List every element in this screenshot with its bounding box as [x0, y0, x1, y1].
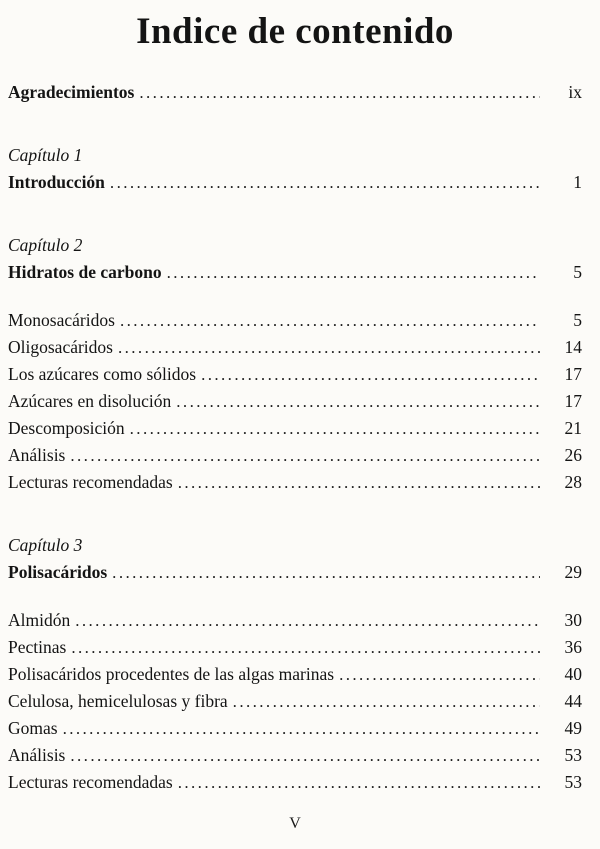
dot-leader	[167, 259, 540, 286]
toc-entry-page: 5	[573, 262, 582, 282]
page-number-footer: V	[289, 815, 301, 832]
toc-entry-page: 26	[564, 445, 582, 465]
toc-section	[8, 232, 582, 496]
toc-title-row	[8, 259, 582, 286]
dot-leader	[130, 415, 540, 442]
toc-entry-page: ix	[568, 82, 582, 102]
toc-entry-page: 28	[564, 472, 582, 492]
toc-entry-page: 5	[573, 310, 582, 330]
toc-entry-label: Pectinas	[8, 637, 67, 657]
dot-leader	[118, 334, 540, 361]
toc-entry-label: Lecturas recomendadas	[8, 472, 173, 492]
toc-entry-row	[8, 688, 582, 715]
toc-entry-row	[8, 361, 582, 388]
toc-title-row	[8, 169, 582, 196]
toc-entry-row	[8, 442, 582, 469]
toc-entry-row	[8, 634, 582, 661]
page-title: Indice de contenido	[136, 11, 454, 52]
toc-entry-label: Hidratos de carbono	[8, 262, 162, 282]
toc-entry-page: 14	[564, 337, 582, 357]
toc-entry-label: Gomas	[8, 718, 58, 738]
toc-section	[8, 142, 582, 196]
toc-entry-label: Los azúcares como sólidos	[8, 364, 197, 384]
toc-entry-label: Análisis	[8, 445, 66, 465]
toc-section	[8, 532, 582, 796]
toc-entry-row	[8, 661, 582, 688]
toc-entry-row	[8, 607, 582, 634]
toc-entry-row	[8, 415, 582, 442]
toc-section	[8, 79, 582, 106]
toc-entry-page: 40	[564, 664, 582, 684]
toc-entry-row	[8, 334, 582, 361]
toc-entry-page: 29	[564, 562, 582, 582]
dot-leader	[178, 469, 540, 496]
toc-entry-row	[8, 307, 582, 334]
dot-leader	[112, 559, 540, 586]
dot-leader	[139, 79, 540, 106]
toc-entry-label: Polisacáridos	[8, 562, 108, 582]
chapter-label: Capítulo 2	[8, 235, 83, 255]
dot-leader	[75, 607, 540, 634]
dot-leader	[110, 169, 540, 196]
toc-entry-label: Polisacáridos procedentes de las algas marinas	[8, 664, 335, 684]
toc-title-row	[8, 559, 582, 586]
toc-entry-label: Azúcares en disolución	[8, 391, 172, 411]
toc-entry-page: 17	[564, 364, 582, 384]
toc-entry-page: 1	[573, 172, 582, 192]
toc-title-row	[8, 79, 582, 106]
dot-leader	[339, 661, 540, 688]
dot-leader	[63, 715, 540, 742]
toc-entry-page: 44	[564, 691, 582, 711]
toc-entry-page: 30	[564, 610, 582, 630]
chapter-label: Capítulo 3	[8, 535, 83, 555]
toc-entry-row	[8, 469, 582, 496]
toc-entry-label: Introducción	[8, 172, 105, 192]
toc-entry-label: Celulosa, hemicelulosas y fibra	[8, 691, 228, 711]
toc-entry-row	[8, 742, 582, 769]
toc-entry-row	[8, 388, 582, 415]
toc-entry-label: Descomposición	[8, 418, 125, 438]
chapter-label: Capítulo 1	[8, 145, 83, 165]
dot-leader	[70, 442, 540, 469]
toc-entry-label: Oligosacáridos	[8, 337, 113, 357]
toc-entry-page: 17	[564, 391, 582, 411]
dot-leader	[120, 307, 540, 334]
toc-entry-label: Monosacáridos	[8, 310, 115, 330]
toc-list	[8, 79, 582, 796]
toc-entry-row	[8, 715, 582, 742]
toc-entry-label: Análisis	[8, 745, 66, 765]
toc-entry-label: Agradecimientos	[8, 82, 135, 102]
toc-entry-page: 49	[564, 718, 582, 738]
toc-entry-label: Almidón	[8, 610, 71, 630]
dot-leader	[178, 769, 540, 796]
toc-entry-page: 36	[564, 637, 582, 657]
dot-leader	[233, 688, 540, 715]
toc-entry-label: Lecturas recomendadas	[8, 772, 173, 792]
toc-entry-page: 53	[564, 745, 582, 765]
sub-entry-list	[8, 307, 582, 496]
toc-entry-page: 21	[564, 418, 582, 438]
dot-leader	[176, 388, 540, 415]
toc-entry-row	[8, 769, 582, 796]
dot-leader	[70, 742, 540, 769]
toc-entry-page: 53	[564, 772, 582, 792]
dot-leader	[201, 361, 540, 388]
sub-entry-list	[8, 607, 582, 796]
dot-leader	[71, 634, 540, 661]
